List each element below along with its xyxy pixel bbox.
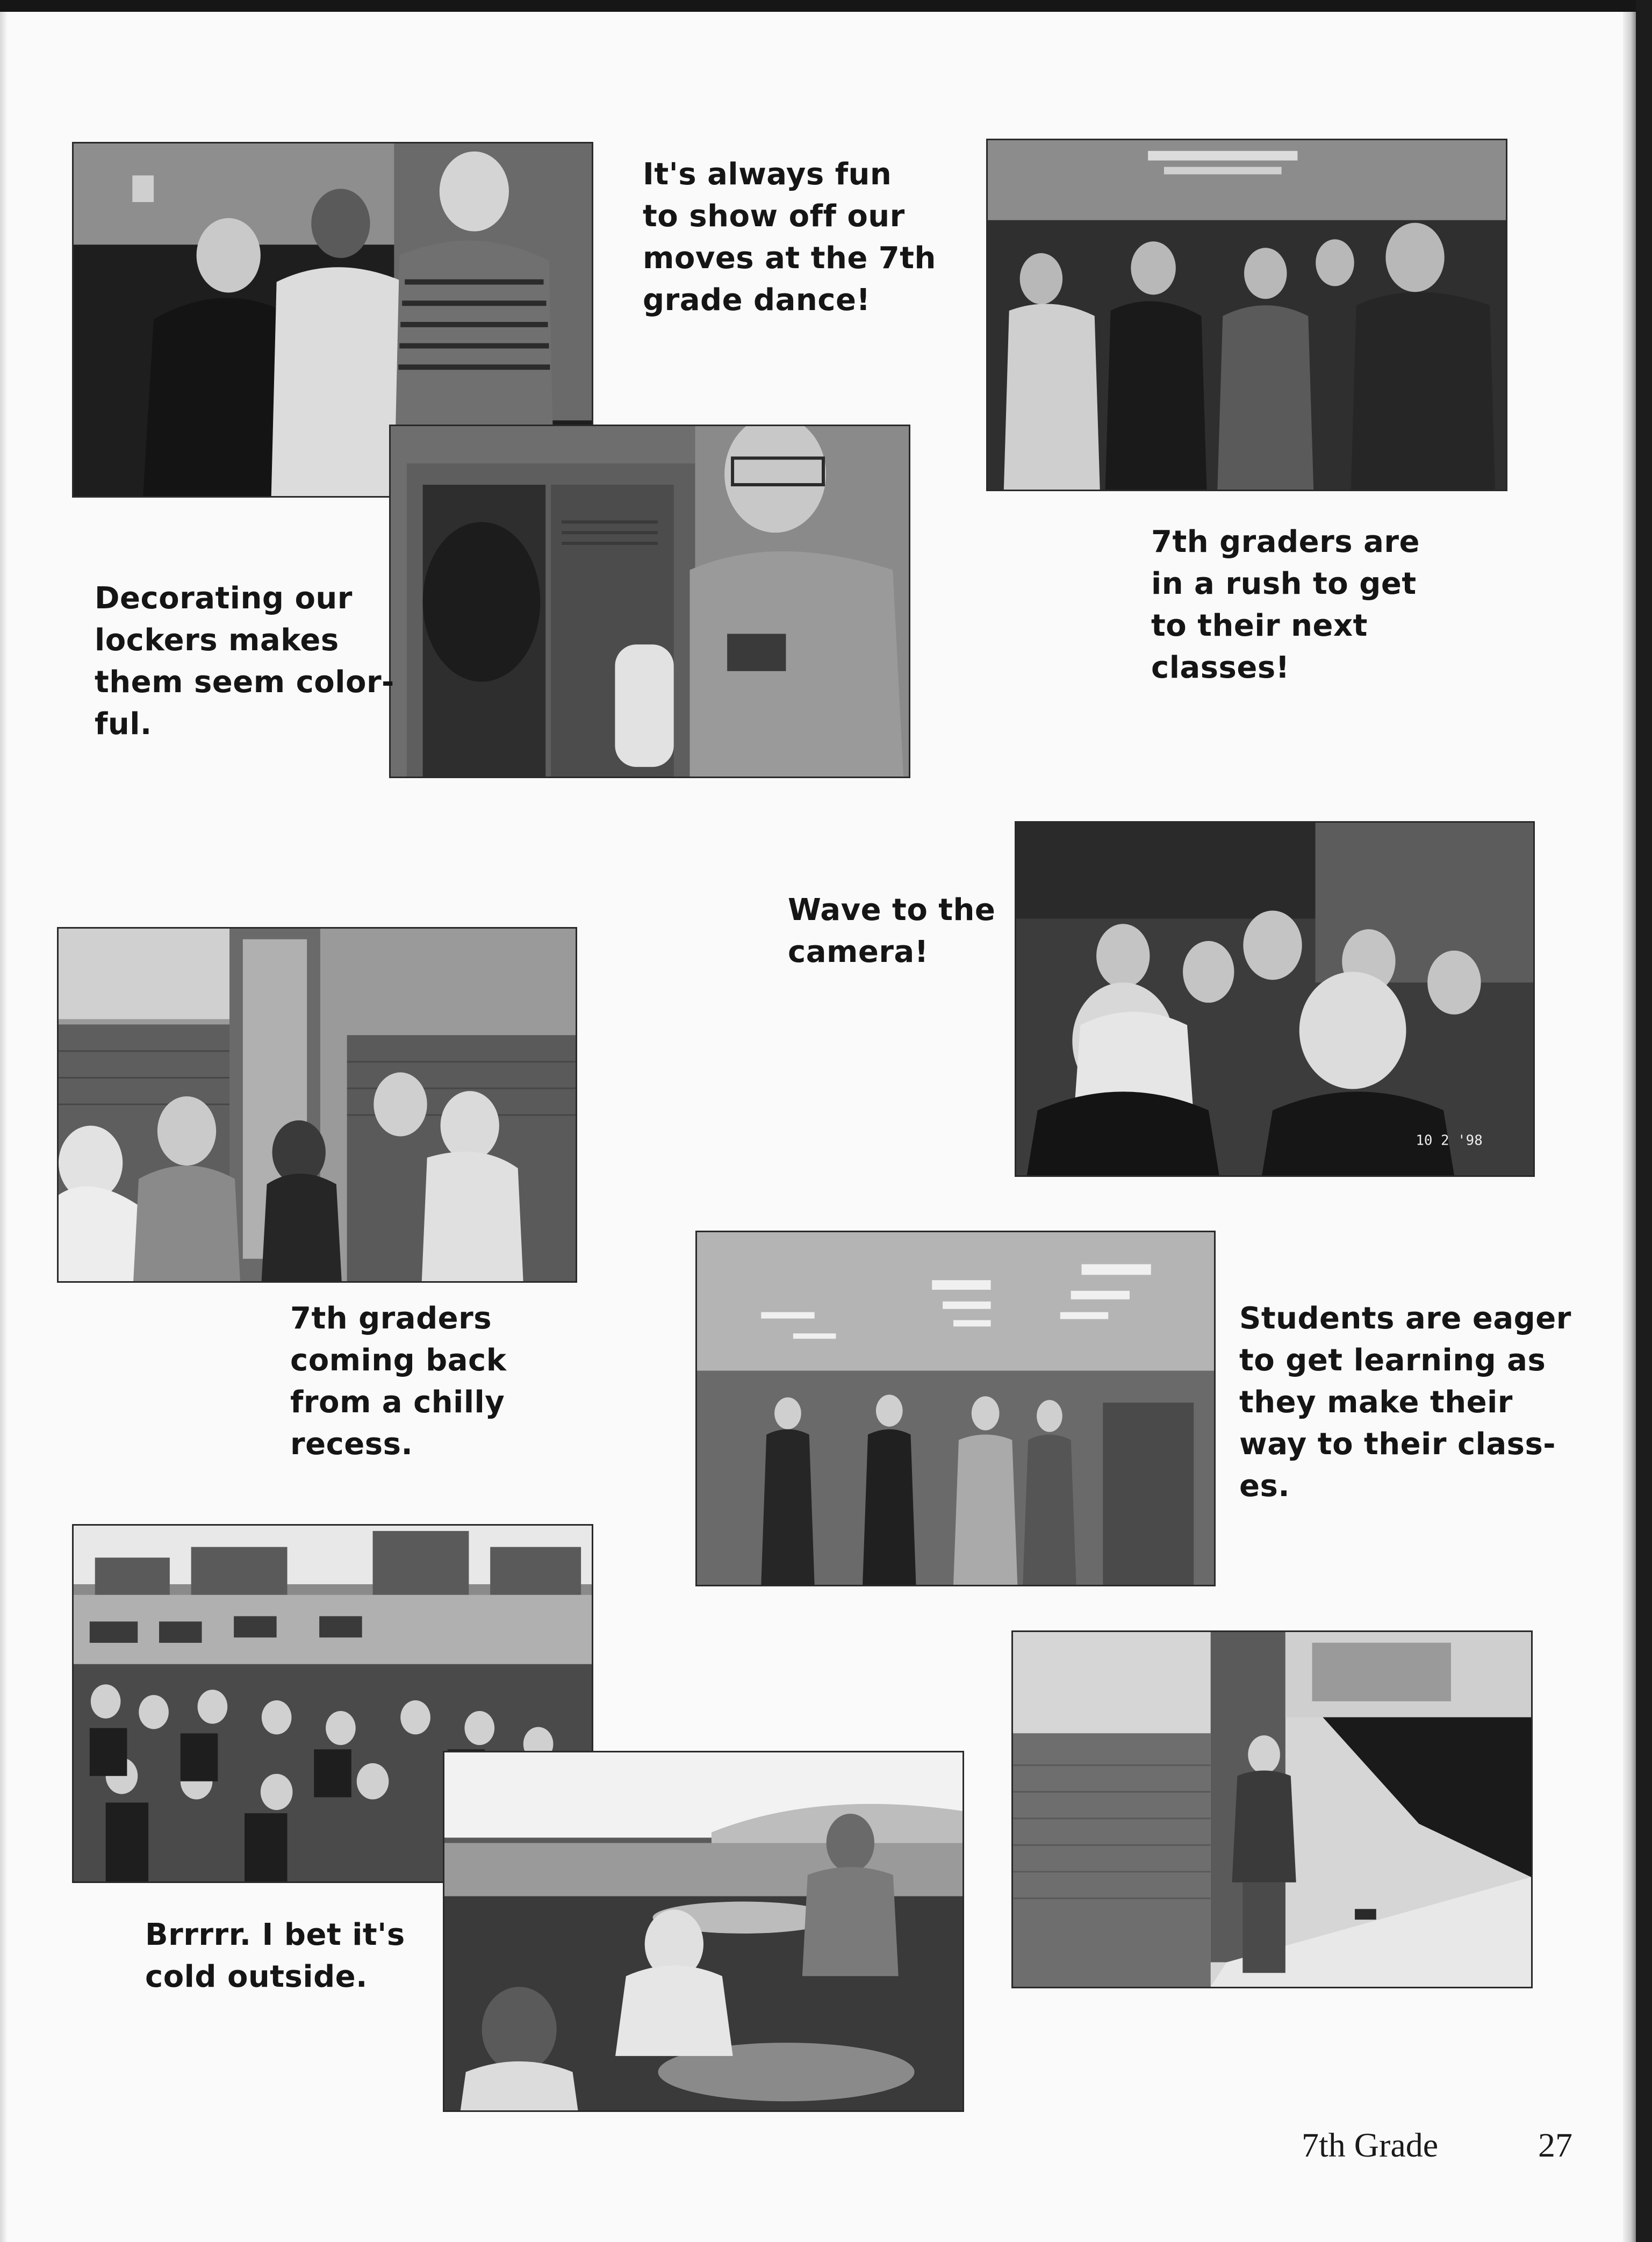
photo-hallway-rush [986,139,1507,491]
photo-wave-to-camera [1015,821,1535,1177]
scan-top-border [0,0,1652,12]
page-number: 27 [1538,2126,1572,2164]
page-gutter-shadow [0,12,8,2242]
page-edge-shadow [1623,12,1636,2242]
caption-wave: Wave to the camera! [788,893,996,969]
caption-recess: 7th graders coming back from a chilly recess. [290,1301,507,1462]
caption-eager: Students are eager to get learning as they make their way to their class- es. [1239,1301,1571,1504]
photo-date-stamp: 10 2 '98 [1416,1132,1483,1149]
scan-right-border [1636,0,1652,2242]
caption-lockers: Decorating our lockers makes them seem color- ful. [95,581,394,742]
footer-section-title: 7th Grade [1302,2126,1439,2164]
photo-empty-hallway [1011,1630,1533,1988]
photo-students-eager [695,1231,1216,1586]
photo-chilly-recess [57,927,577,1283]
caption-cold: Brrrrr. I bet it's cold outside. [145,1917,405,1994]
caption-rush: 7th graders are in a rush to get to their next classes! [1151,524,1420,685]
photo-courtyard [443,1751,964,2112]
photo-decorated-locker [389,425,910,778]
caption-dance: It's always fun to show off our moves at the 7th grade dance! [643,157,936,318]
